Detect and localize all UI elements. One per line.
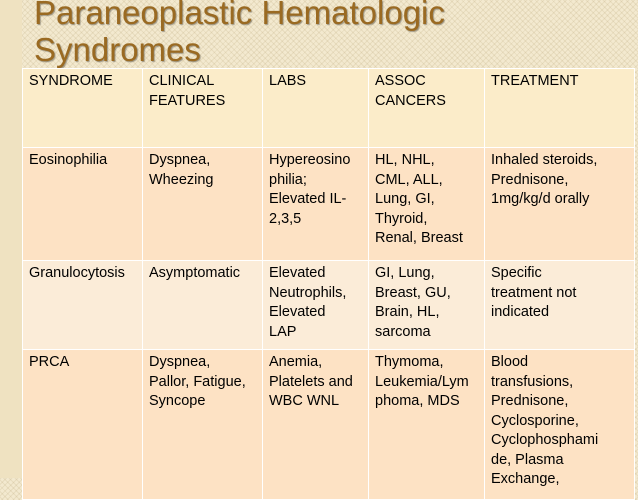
header-treatment: TREATMENT: [485, 69, 635, 148]
cell-assoc-cancers: GI, Lung, Breast, GU, Brain, HL, sarcoma: [369, 261, 485, 350]
table-row: [23, 261, 635, 350]
cell-clinical-features: Asymptomatic: [143, 261, 263, 350]
cell-syndrome: Eosinophilia: [23, 148, 143, 261]
table-header-row: [23, 69, 635, 148]
slide-title: [34, 0, 445, 68]
cell-labs: Hypereosino philia; Elevated IL- 2,3,5: [263, 148, 369, 261]
cell-syndrome: PRCA: [23, 350, 143, 500]
table-row: [23, 148, 635, 261]
slide-title-line-1: Paraneoplastic Hematologic: [34, 0, 445, 31]
cell-labs: Elevated Neutrophils, Elevated LAP: [263, 261, 369, 350]
cell-treatment: Inhaled steroids, Prednisone, 1mg/kg/d orally: [485, 148, 635, 261]
cell-assoc-cancers: HL, NHL, CML, ALL, Lung, GI, Thyroid, Renal, Breast: [369, 148, 485, 261]
table-row: [23, 350, 635, 500]
cell-treatment: Specific treatment not indicated: [485, 261, 635, 350]
header-assoc-cancers: ASSOC CANCERS: [369, 69, 485, 148]
slide-left-band: [0, 0, 22, 478]
header-labs: LABS: [263, 69, 369, 148]
cell-treatment: Blood transfusions, Prednisone, Cyclosporine, Cyclophosphami de, Plasma Exchange,: [485, 350, 635, 500]
cell-syndrome: Granulocytosis: [23, 261, 143, 350]
cell-assoc-cancers: Thymoma, Leukemia/Lym phoma, MDS: [369, 350, 485, 500]
cell-clinical-features: Dyspnea, Pallor, Fatigue, Syncope: [143, 350, 263, 500]
header-syndrome: SYNDROME: [23, 69, 143, 148]
header-clinical-features: CLINICAL FEATURES: [143, 69, 263, 148]
cell-clinical-features: Dyspnea, Wheezing: [143, 148, 263, 261]
cell-labs: Anemia, Platelets and WBC WNL: [263, 350, 369, 500]
syndromes-table: [22, 68, 635, 500]
slide-title-line-2: Syndromes: [34, 31, 201, 68]
